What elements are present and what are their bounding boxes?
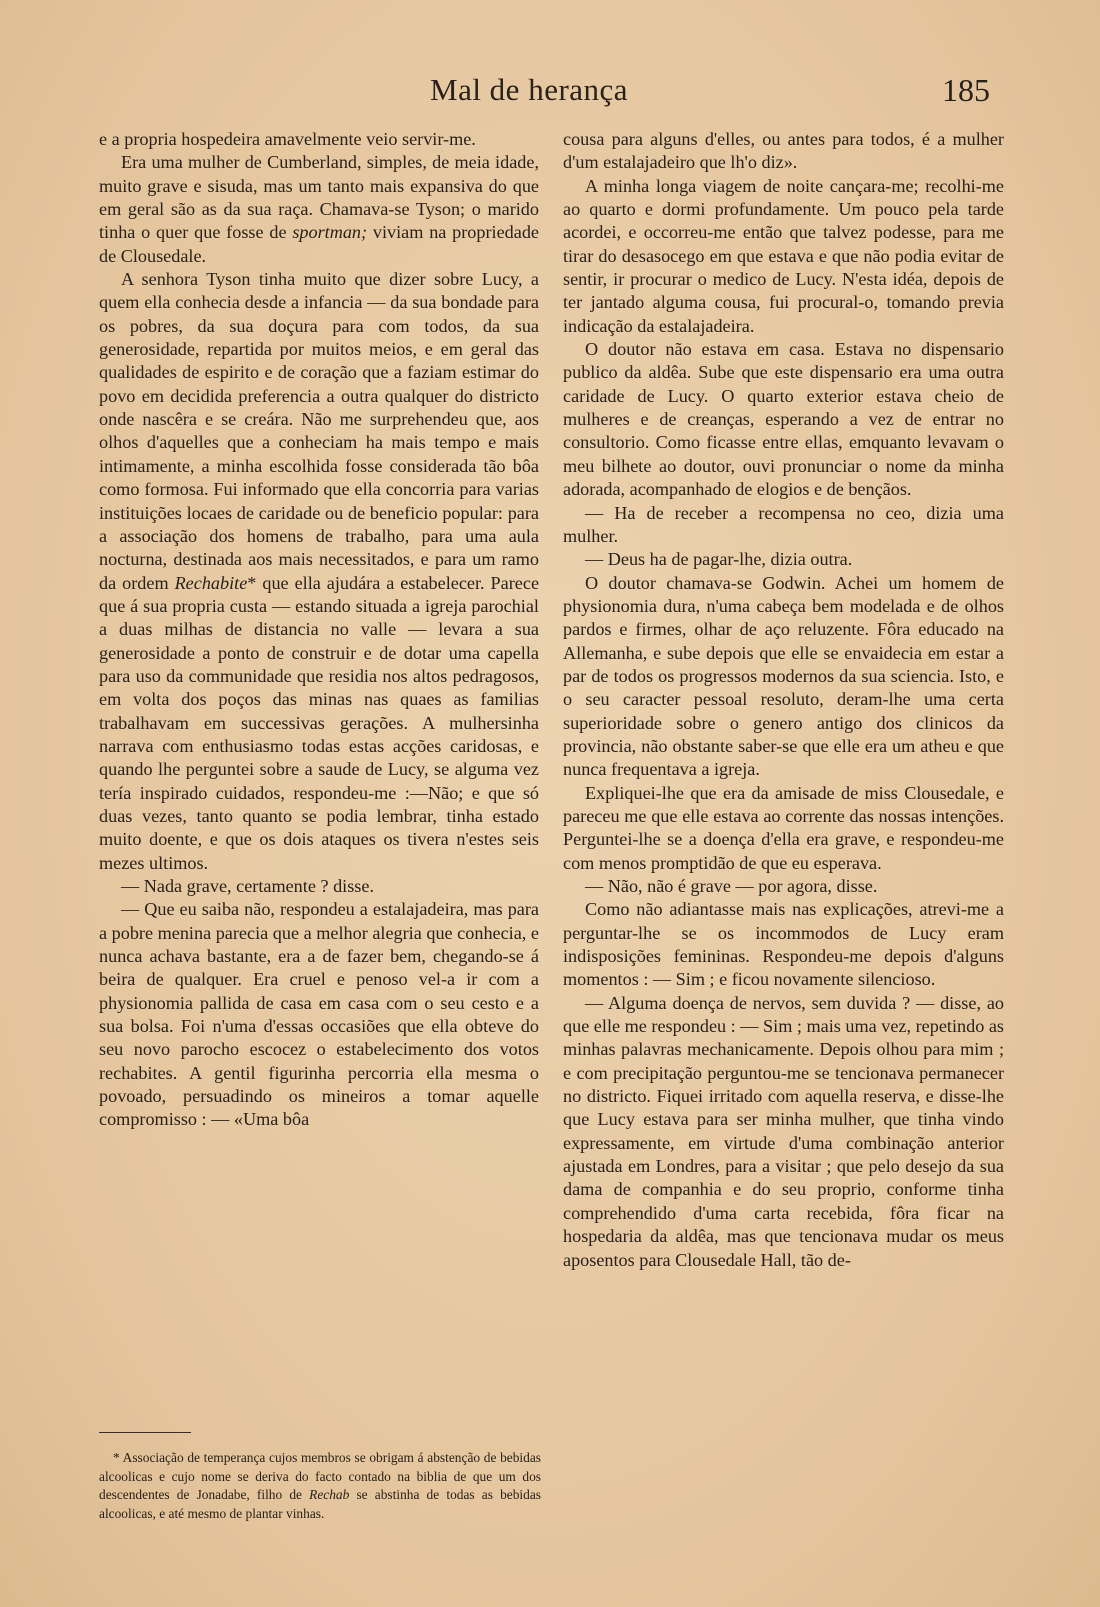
footnote-text: se abstinha de todas as bebidas alcoolicas, e até mesmo de plantar vinhas. bbox=[99, 1487, 541, 1521]
left-column bbox=[99, 128, 539, 1132]
footnote-rule bbox=[99, 1432, 191, 1433]
footnote-paragraph bbox=[99, 1449, 541, 1523]
running-title: Mal de herança bbox=[430, 72, 629, 107]
page-number: 185 bbox=[942, 72, 990, 108]
footnote-mark: * bbox=[113, 1450, 120, 1465]
paragraph: — Ha de receber a recompensa no ceo, dizia uma mulher. bbox=[563, 502, 1004, 546]
footnote-text: Associação de temperança cujos membros se obrigam á abstenção de bebidas alcoolicas e cujo nome se deriva do facto contado na biblia de que um dos descendentes de Jonadabe, filho de bbox=[99, 1450, 542, 1503]
italic-term: Rechab bbox=[309, 1487, 350, 1503]
italic-term: Rechabite bbox=[174, 572, 248, 593]
paragraph-text: Era uma mulher de Cumberland, simples, de meia idade, muito grave e sisuda, mas um tanto mais expansiva do que em geral são as da sua raça. Chamava-se Tyson; o marido tinha o quer que fosse de bbox=[99, 152, 539, 243]
right-column bbox=[563, 128, 1004, 1272]
paragraph: — Não, não é grave — por agora, disse. bbox=[585, 876, 878, 896]
paragraph: e a propria hospedeira amavelmente veio servir-me. bbox=[99, 129, 476, 149]
paragraph-text: que ella ajudára a estabelecer. Parece que á sua propria custa — estando situada a igreja parochial a duas milhas de distancia no valle — levara a sua generosidade a ponto de construir e de dotar uma capella para uso da communidade que residia nos altos pedragosos, em volta dos poços das minas nas quaes as familias trabalhavam em successivas gerações. A mulhersinha narrava com enthusiasmo todas estas acções caridosas, e quando lhe perguntei sobre a saude de Lucy, se alguma vez tería inspirado cuidados, respondeu-me :—Não; e que só duas vezes, tanto quanto se podia lembrar, tinha estado muito doente, e que os dois ataques os tivera n'estes seis mezes ultimos. bbox=[99, 572, 540, 873]
paragraph: — Alguma doença de nervos, sem duvida ? — disse, ao que elle me respondeu : — Sim ; mais uma vez, repetindo as minhas palavras mechanicamente. Depois olhou para mim ; e com precipitação perguntou-me se tencionava permanecer no districto. Fiquei irritado com aquella reserva, e disse-lhe que Lucy estava para ser minha mulher, que tinha vindo expressamente, em virtude d'uma combinação anterior ajustada em Londres, para a visitar ; que pelo desejo da sua dama de companhia e do seu proprio, conforme tinha comprehendido d'uma carta recebida, fôra ficar na hospedaria da aldêa, mas que tencionava mudar os meus aposentos para Clousedale Hall, tão de- bbox=[563, 992, 1004, 1270]
footnote-reference[interactable]: * bbox=[247, 572, 257, 593]
paragraph: — Deus ha de pagar-lhe, dizia outra. bbox=[585, 549, 853, 570]
paragraph: Como não adiantasse mais nas explicações, atrevi-me a perguntar-lhe se os incommodos de Lucy eram indisposições femininas. Respondeu-me depois d'alguns momentos : — Sim ; e ficou novamente silencioso. bbox=[563, 899, 1004, 990]
paragraph bbox=[99, 268, 539, 875]
running-head bbox=[430, 72, 990, 122]
paragraph: — Que eu saiba não, respondeu a estalajadeira, mas para a pobre menina parecia que a melhor alegria que conhecia, e nunca achava bastante, era a de fazer bem, chegando-se á beira de qualquer. Era cruel e penoso vel-a ir com a physionomia pallida de casa em casa com o seu cesto e a sua bolsa. Foi n'uma d'essas occasiões que ella obteve do seu novo parocho escocez o estabelecimento dos votos rechabites. A gentil figurinha percorria ella mesma o povoado, persuadindo os mineiros a tomar aquelle compromisso : — «Uma bôa bbox=[99, 899, 539, 1130]
footnote bbox=[99, 1449, 541, 1523]
paragraph: cousa para alguns d'elles, ou antes para todos, é a mulher d'um estalajadeiro que lh'o diz». bbox=[563, 129, 1004, 173]
paragraph: O doutor não estava em casa. Estava no dispensario publico da aldêa. Sube que este dispensario era uma outra caridade de Lucy. O quarto exterior estava cheio de mulheres e de creanças, esperando a vez de entrar no consultorio. Como ficasse entre ellas, emquanto levavam o meu bilhete ao doutor, ouvi pronunciar o nome da minha adorada, acompanhado de elogios e de bençãos. bbox=[563, 339, 1004, 500]
paragraph bbox=[99, 151, 539, 268]
paragraph: — Nada grave, certamente ? disse. bbox=[121, 876, 374, 896]
italic-term: sportman; bbox=[292, 222, 368, 243]
paragraph-text: viviam na propriedade de Clousedale. bbox=[99, 222, 539, 266]
paragraph: A minha longa viagem de noite cançara-me; recolhi-me ao quarto e dormi profundamente. Um pouco pela tarde acordei, e occorreu-me então que talvez podesse, para me tirar do desasocego em que estava e que não podia evitar de sentir, ir procurar o medico de Lucy. N'esta idéa, depois de ter jantado alguma cousa, fui procural-o, tomando previa indicação da estalajadeira. bbox=[563, 175, 1004, 336]
paragraph-text: A senhora Tyson tinha muito que dizer sobre Lucy, a quem ella conhecia desde a infancia — da sua bondade para os pobres, da sua doçura para com todos, da sua generosidade, repartida por muitos meios, e em geral das qualidades de espirito e de coração que a faziam estimar do povo em decidida preferencia a outra qualquer do districto onde nascêra e se creára. Não me surprehendeu que, aos olhos d'aquelles que a conheciam ha mais tempo e mais intimamente, a minha escolhida fosse considerada tão bôa como formosa. Fui informado que ella concorria para varias instituições locaes de caridade ou de beneficio popular: para a associação dos homens de trabalho, para uma aula nocturna, destinada aos mais necessitados, e para um ramo da ordem bbox=[99, 269, 539, 593]
paragraph: Expliquei-lhe que era da amisade de miss Clousedale, e pareceu me que elle estava ao corrente das nossas intenções. Perguntei-lhe se a doença d'ella era grave, e respondeu-me com menos promptidão de que eu esperava. bbox=[563, 782, 1004, 873]
paragraph: O doutor chamava-se Godwin. Achei um homem de physionomia dura, n'uma cabeça bem modelada e de olhos pardos e firmes, olhar de aço reluzente. Fôra educado na Allemanha, e sube depois que elle se envaidecia em estar a par de todos os progressos modernos da sua sciencia. Isto, e o seu caracter pessoal resoluto, deram-lhe uma certa superioridade sobre o genero antigo dos clinicos da provincia, não obstante saber-se que elle era um atheu e que nunca frequentava a igreja. bbox=[563, 572, 1004, 780]
